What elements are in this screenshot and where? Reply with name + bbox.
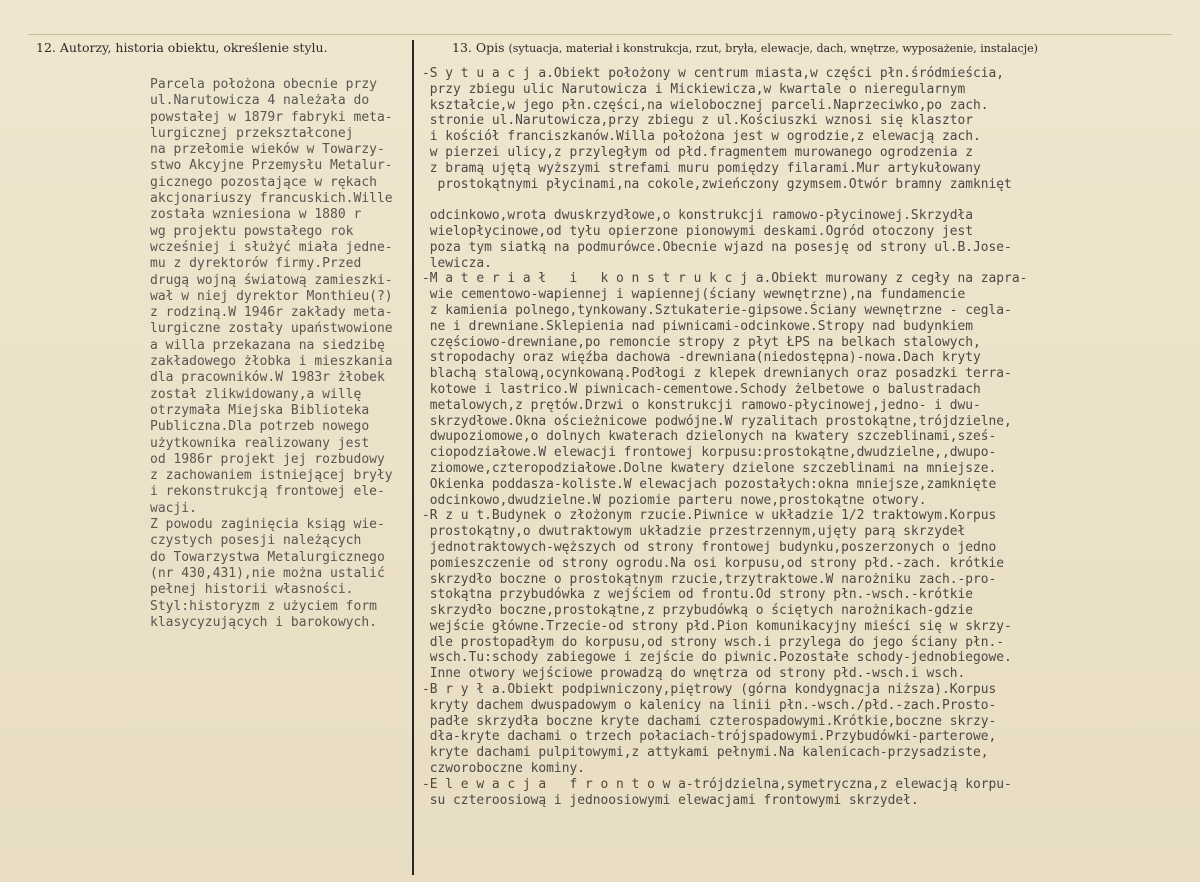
history-line: został zlikwidowany,a willę (150, 386, 362, 402)
column-divider (412, 40, 414, 875)
description-line: odcinkowo,dwudzielne.W poziomie parteru nowe,prostokątne otwory. (422, 492, 927, 508)
history-line: wcześniej i służyć miała jedne- (150, 239, 393, 255)
description-line: ziomowe,czteropodziałowe.Dolne kwatery dzielone szczeblinami na mniejsze. (422, 460, 997, 476)
history-line: mu z dyrektorów firmy.Przed (150, 256, 362, 272)
history-text (150, 77, 406, 631)
top-rule (28, 34, 1172, 35)
description-line: -R z u t.Budynek o złożonym rzucie.Piwnice w układzie 1/2 traktowym.Korpus (422, 508, 997, 524)
description-line: wielopłycinowe,od tyłu opierzone pionowymi deskami.Ogród otoczony jest (422, 223, 974, 239)
history-line: i rekonstrukcją frontowej ele- (150, 484, 385, 500)
history-line: Z powodu zaginięcia ksiąg wie- (150, 517, 385, 533)
description-line: lewicza. (422, 255, 492, 271)
description-line: stropodachy oraz więźba dachowa -drewniana(niedostępna)-nowa.Dach kryty (422, 350, 981, 366)
history-line: wał w niej dyrektor Monthieu(?) (150, 288, 393, 304)
history-line: ul.Narutowicza 4 należała do (150, 93, 370, 109)
history-line: stwo Akcyjne Przemysłu Metalur- (150, 158, 393, 174)
description-line: dle prostopadłym do korpusu,od strony wsch.i przylega do jego ściany płn.- (422, 634, 1005, 650)
history-line: dla pracowników.W 1983r żłobek (150, 370, 385, 386)
description-line: odcinkowo,wrota dwuskrzydłowe,o konstrukcji ramowo-płycinowej.Skrzydła (422, 208, 974, 224)
description-line: dwupoziomowe,o dolnych kwaterach dzielonych na kwatery szczeblinami,sześ- (422, 429, 997, 445)
description-line: skrzydłowe.Okna ościeżnicowe podwójne.W ryzalitach prostokątne,trójdzielne, (422, 413, 1012, 429)
history-line: zakładowego żłobka i mieszkania (150, 354, 393, 370)
history-line: gicznego pozostające w rękach (150, 174, 377, 190)
history-line: otrzymała Miejska Biblioteka (150, 402, 370, 418)
description-line (422, 192, 1072, 208)
description-line: poza tym siatką na podmurówce.Obecnie wjazd na posesję od strony ul.B.Jose- (422, 239, 1012, 255)
history-line: wg projektu powstałego rok (150, 223, 354, 239)
description-line: metalowych,z prętów.Drzwi o konstrukcji ramowo-płycinowej,jedno- i dwu- (422, 397, 981, 413)
history-line: od 1986r projekt jej rozbudowy (150, 451, 385, 467)
history-line: lurgiczne zostały upaństwowione (150, 321, 393, 337)
description-line: częściowo-drewniane,po remoncie stropy z płyt ŁPS na belkach stalowych, (422, 334, 981, 350)
description-line: skrzydło boczne,prostokątne,z przybudówką o ściętych narożnikach-gdzie (422, 603, 974, 619)
description-line: czworoboczne kominy. (422, 761, 585, 777)
description-line: kotowe i lastrico.W piwnicach-cementowe.Schody żelbetowe o balustradach (422, 381, 981, 397)
history-line: klasycyzujących i barokowych. (150, 614, 377, 630)
history-line: Styl:historyzm z użyciem form (150, 598, 377, 614)
description-line: Okienka poddasza-koliste.W elewacjach pozostałych:okna mniejsze,zamknięte (422, 476, 997, 492)
history-line: z rodziną.W 1946r zakłady meta- (150, 305, 393, 321)
description-line: pomieszczenie od strony ogrodu.Na osi korpusu,od strony płd.-zach. krótkie (422, 555, 1005, 571)
description-line: blachą stalową,ocynkowaną.Podłogi z klepek drewnianych oraz posadzki terra- (422, 366, 1012, 382)
description-line: stronie ul.Narutowicza,przy zbiegu z ul.Kościuszki wznosi się klasztor (422, 113, 974, 129)
history-line: drugą wojną światową zamieszki- (150, 272, 393, 288)
description-line: prostokątnymi płycinami,na cokole,zwieńczony gzymsem.Otwór bramny zamknięt (422, 176, 1012, 192)
description-line: ne i drewniane.Sklepienia nad piwnicami-odcinkowe.Stropy nad budynkiem (422, 318, 974, 334)
description-line: su czteroosiową i jednoosiowymi elewacjami frontowymi skrzydeł. (422, 792, 919, 808)
description-line: kształcie,w jego płn.części,na wielobocznej parceli.Naprzeciwko,po zach. (422, 97, 989, 113)
description-line: stokątna przybudówka z wejściem od frontu.Od strony płn.-wsch.-krótkie (422, 587, 974, 603)
history-line: wacji. (150, 500, 197, 516)
description-line: padłe skrzydła boczne kryte dachami czterospadowymi.Krótkie,boczne skrzy- (422, 713, 997, 729)
description-line: w pierzei ulicy,z przyległym od płd.fragmentem murowanego ogrodzenia z (422, 144, 974, 160)
description-line: wie cementowo-wapiennej i wapiennej(ściany wewnętrzne),na fundamencie (422, 287, 966, 303)
left-section-title: 12. Autorzy, historia obiektu, określenie stylu. (36, 40, 328, 55)
history-line: z zachowaniem istniejącej bryły (150, 468, 393, 484)
description-text (422, 66, 1072, 808)
right-section-number: 13. Opis (452, 40, 505, 55)
description-line: dła-kryte dachami o trzech połaciach-trójspadowymi.Przybudówki-parterowe, (422, 729, 997, 745)
description-line: ciopodziałowe.W elewacji frontowej korpusu:prostokątne,dwudzielne,,dwupo- (422, 445, 997, 461)
history-line: czystych posesji należących (150, 533, 362, 549)
history-line: (nr 430,431),nie można ustalić (150, 565, 385, 581)
history-line: do Towarzystwa Metalurgicznego (150, 549, 385, 565)
history-line: powstałej w 1879r fabryki meta- (150, 109, 393, 125)
history-line: Parcela położona obecnie przy (150, 77, 377, 92)
right-section-title (452, 40, 1038, 55)
description-line: kryte dachami pulpitowymi,z attykami pełnymi.Na kalenicach-przysadziste, (422, 745, 989, 761)
description-line: i kościół franciszkanów.Willa położona jest w ogrodzie,z elewacją zach. (422, 129, 981, 145)
description-line: -S y t u a c j a.Obiekt położony w centrum miasta,w części płn.śródmieścia, (422, 66, 1005, 81)
description-line: -E l e w a c j a f r o n t o w a-trójdzielna,symetryczna,z elewacją korpu- (422, 776, 1012, 792)
description-line: -M a t e r i a ł i k o n s t r u k c j a.Obiekt murowany z cegły na zapra- (422, 271, 1028, 287)
history-line: na przełomie wieków w Towarzy- (150, 142, 385, 158)
description-line: prostokątny,o dwutraktowym układzie przestrzennym,ujęty parą skrzydeł (422, 524, 966, 540)
description-line: z bramą ujętą wyższymi strefami muru pomiędzy filarami.Mur artykułowany (422, 160, 981, 176)
description-line: wsch.Tu:schody zabiegowe i zejście do piwnic.Pozostałe schody-jednobiegowe. (422, 650, 1012, 666)
description-line: jednotraktowych-węższych od strony frontowej budynku,poszerzonych o jedno (422, 539, 997, 555)
description-line: -B r y ł a.Obiekt podpiwniczony,piętrowy (górna kondygnacja niższa).Korpus (422, 682, 997, 698)
description-line: przy zbiegu ulic Narutowicza i Mickiewicza,w kwartale o nieregularnym (422, 81, 966, 97)
right-section-subtitle: (sytuacja, materiał i konstrukcja, rzut, bryła, elewacje, dach, wnętrze, wyposażenie, instalacje) (508, 42, 1038, 55)
description-line: Inne otwory wejściowe prowadzą do wnętrza od strony płd.-wsch.i wsch. (422, 666, 966, 682)
description-line: kryty dachem dwuspadowym o kalenicy na linii płn.-wsch./płd.-zach.Prosto- (422, 697, 997, 713)
history-line: lurgicznej przekształconej (150, 125, 354, 141)
description-line: skrzydło boczne o prostokątnym rzucie,trzytraktowe.W narożniku zach.-pro- (422, 571, 997, 587)
history-line: akcjonariuszy francuskich.Wille (150, 191, 393, 207)
history-line: została wzniesiona w 1880 r (150, 207, 362, 223)
description-line: wejście główne.Trzecie-od strony płd.Pion komunikacyjny mieści się w skrzy- (422, 618, 1012, 634)
history-line: a willa przekazana na siedzibę (150, 337, 385, 353)
history-line: użytkownika realizowany jest (150, 435, 370, 451)
history-line: Publiczna.Dla potrzeb nowego (150, 419, 370, 435)
history-line: pełnej historii własności. (150, 582, 354, 598)
description-line: z kamienia polnego,tynkowany.Sztukaterie-gipsowe.Ściany wewnętrzne - cegla- (422, 302, 1012, 318)
